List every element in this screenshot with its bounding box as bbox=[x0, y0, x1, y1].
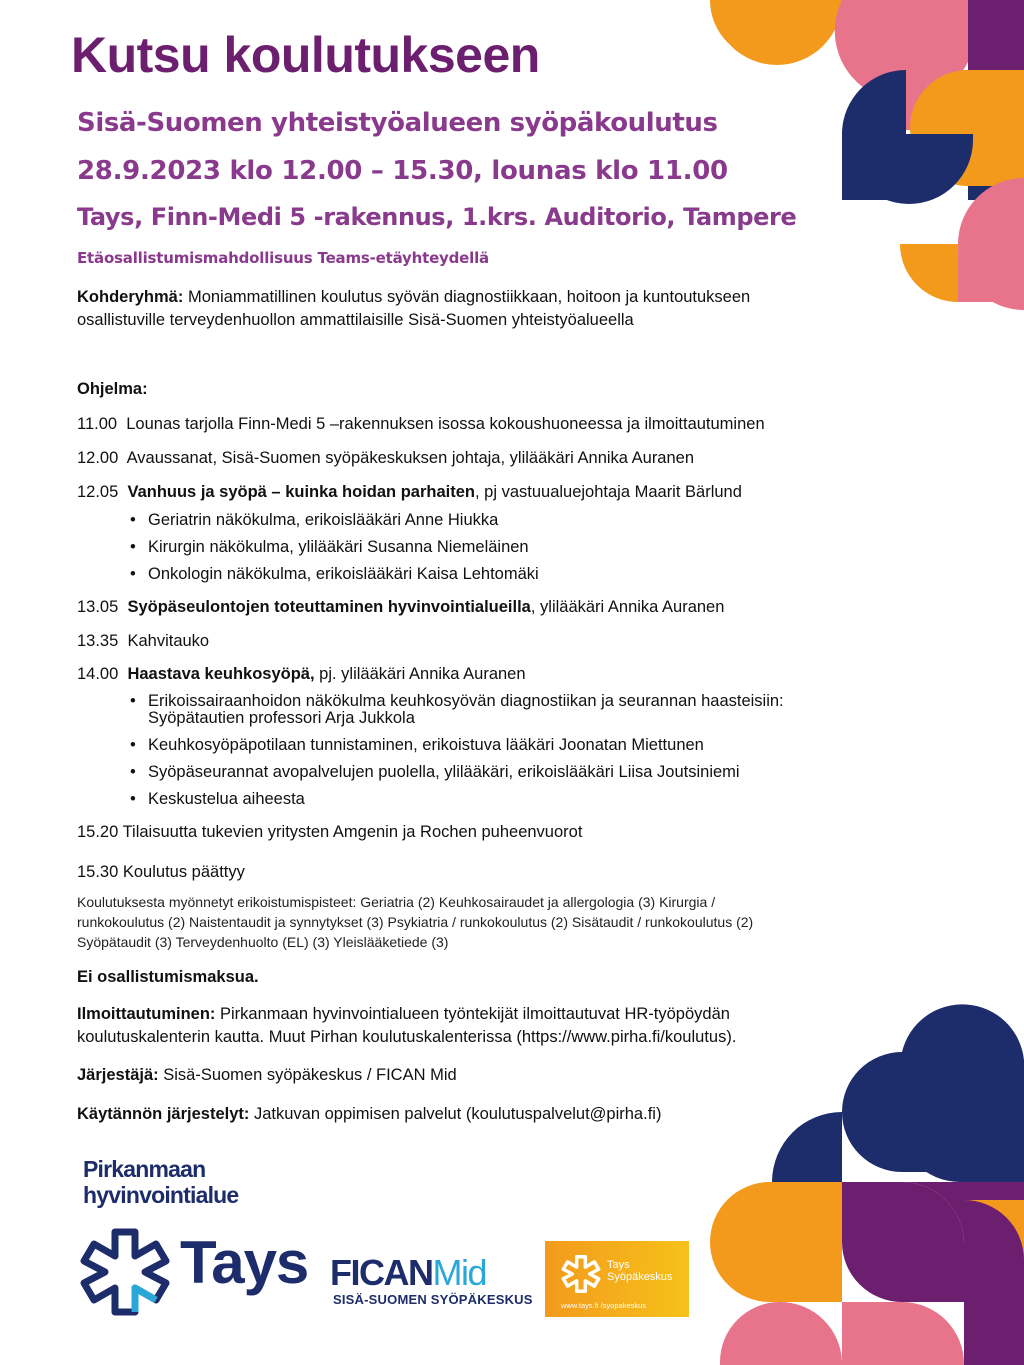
organizer: Järjestäjä: Sisä-Suomen syöpäkeskus / FICAN Mid bbox=[77, 1066, 457, 1084]
shape-navy-top bbox=[842, 70, 970, 198]
credits-line2: runkokoulutus (2) Naistentaudit ja synnytykset (3) Psykiatria / runkokoulutus (2) Sisätaudit / runkokoulutus (2) bbox=[77, 914, 754, 930]
shape-orange-lower bbox=[900, 244, 958, 302]
program-item: 14.00 Haastava keuhkosyöpä, pj. ylilääkäri Annika Auranen bbox=[77, 665, 526, 683]
shape-pink-bottom bbox=[720, 1302, 842, 1365]
shape-purple-bottom bbox=[842, 1182, 964, 1302]
shape-orange-bottom2 bbox=[964, 1200, 1024, 1260]
pirha-logo: Pirkanmaan hyvinvointialue bbox=[83, 1156, 239, 1208]
practical-arrangements: Käytännön järjestelyt: Jatkuvan oppimisen palvelut (koulutuspalvelut@pirha.fi) bbox=[77, 1105, 662, 1123]
program-item: 11.00 Lounas tarjolla Finn-Medi 5 –rakennuksen isossa kokoushuoneessa ja ilmoittautuminen bbox=[77, 415, 765, 433]
shape-pink-lower bbox=[958, 178, 1024, 310]
tays-star-icon bbox=[80, 1228, 170, 1316]
event-datetime: 28.9.2023 klo 12.00 – 15.30, lounas klo 11.00 bbox=[77, 156, 728, 186]
shape-navy-bottom2 bbox=[842, 1052, 960, 1172]
tays-syopakeskus-logo bbox=[545, 1241, 689, 1317]
program-item: 12.00 Avaussanat, Sisä-Suomen syöpäkeskuksen johtaja, ylilääkäri Annika Auranen bbox=[77, 449, 695, 467]
shape-navy-bottom3 bbox=[772, 1112, 842, 1182]
fican-mid-subtitle: SISÄ-SUOMEN SYÖPÄKESKUS bbox=[333, 1292, 533, 1307]
target-group-line2: osallistuville terveydenhuollon ammattilaisille Sisä-Suomen yhteistyöalueella bbox=[77, 311, 634, 329]
tays-star-small-icon bbox=[561, 1255, 601, 1293]
shape-pink-mid2 bbox=[906, 70, 968, 130]
shape-purple-bottom2 bbox=[902, 1182, 1024, 1365]
program-heading: Ohjelma: bbox=[77, 380, 148, 398]
shape-orange-top bbox=[710, 0, 770, 60]
shape-orange-right bbox=[910, 70, 1024, 186]
program-item: 15.20 Tilaisuutta tukevien yritysten Amgenin ja Rochen puheenvuorot bbox=[77, 823, 583, 841]
shape-purple-top bbox=[968, 0, 1024, 130]
page-title: Kutsu koulutukseen bbox=[71, 27, 540, 83]
subtitle: Sisä-Suomen yhteistyöalueen syöpäkoulutus bbox=[77, 108, 718, 138]
shape-pink-lower2 bbox=[958, 244, 1016, 302]
shape-navy-blob bbox=[845, 134, 973, 204]
shape-navy-left bbox=[842, 134, 908, 200]
registration-line2: koulutuskalenterin kautta. Muut Pirhan koulutuskalenterissa (https://www.pirha.fi/koulutus). bbox=[77, 1028, 737, 1046]
tays-logo-text: Tays bbox=[180, 1229, 309, 1296]
remote-participation: Etäosallistumismahdollisuus Teams-etäyhteydellä bbox=[77, 249, 489, 267]
program-item: 12.05 Vanhuus ja syöpä – kuinka hoidan parhaiten, pj vastuualuejohtaja Maarit Bärlund bbox=[77, 483, 742, 501]
shape-navy-bottom bbox=[898, 1004, 1024, 1182]
target-group-line1: Kohderyhmä: Moniammatillinen koulutus syövän diagnostiikkaan, hoitoon ja kuntoutukseen bbox=[77, 288, 751, 306]
shape-pink-mid bbox=[906, 70, 968, 130]
fican-mid-logo: FICANMid bbox=[330, 1252, 487, 1293]
registration-line1: Ilmoittautuminen: Pirkanmaan hyvinvointialueen työntekijät ilmoittautuvat HR-työpöydän bbox=[77, 1005, 730, 1023]
program-item: 13.05 Syöpäseulontojen toteuttaminen hyvinvointialueilla, ylilääkäri Annika Auranen bbox=[77, 598, 725, 616]
program-item: 13.35 Kahvitauko bbox=[77, 632, 210, 650]
shape-orange-bottom bbox=[710, 1182, 842, 1302]
credits-line3: Syöpätaudit (3) Terveydenhuolto (EL) (3) Yleislääketiede (3) bbox=[77, 934, 449, 950]
tays-syopakeskus-url: www.tays.fi /syopakeskus bbox=[561, 1301, 647, 1310]
tays-syopakeskus-name: Tays Syöpäkeskus bbox=[607, 1259, 673, 1283]
program-item: 15.30 Koulutus päättyy bbox=[77, 863, 245, 881]
shape-pink-bottom2 bbox=[842, 1302, 964, 1365]
credits-line1: Koulutuksesta myönnetyt erikoistumispisteet: Geriatria (2) Keuhkosairaudet ja allergologia (3) Kirurgia / bbox=[77, 894, 716, 910]
event-location: Tays, Finn-Medi 5 -rakennus, 1.krs. Auditorio, Tampere bbox=[77, 203, 797, 231]
shape-navy-right bbox=[968, 186, 1024, 200]
fee-note: Ei osallistumismaksua. bbox=[77, 968, 259, 986]
shape-orange-semi bbox=[712, 0, 842, 65]
shape-pink-top bbox=[835, 0, 968, 101]
